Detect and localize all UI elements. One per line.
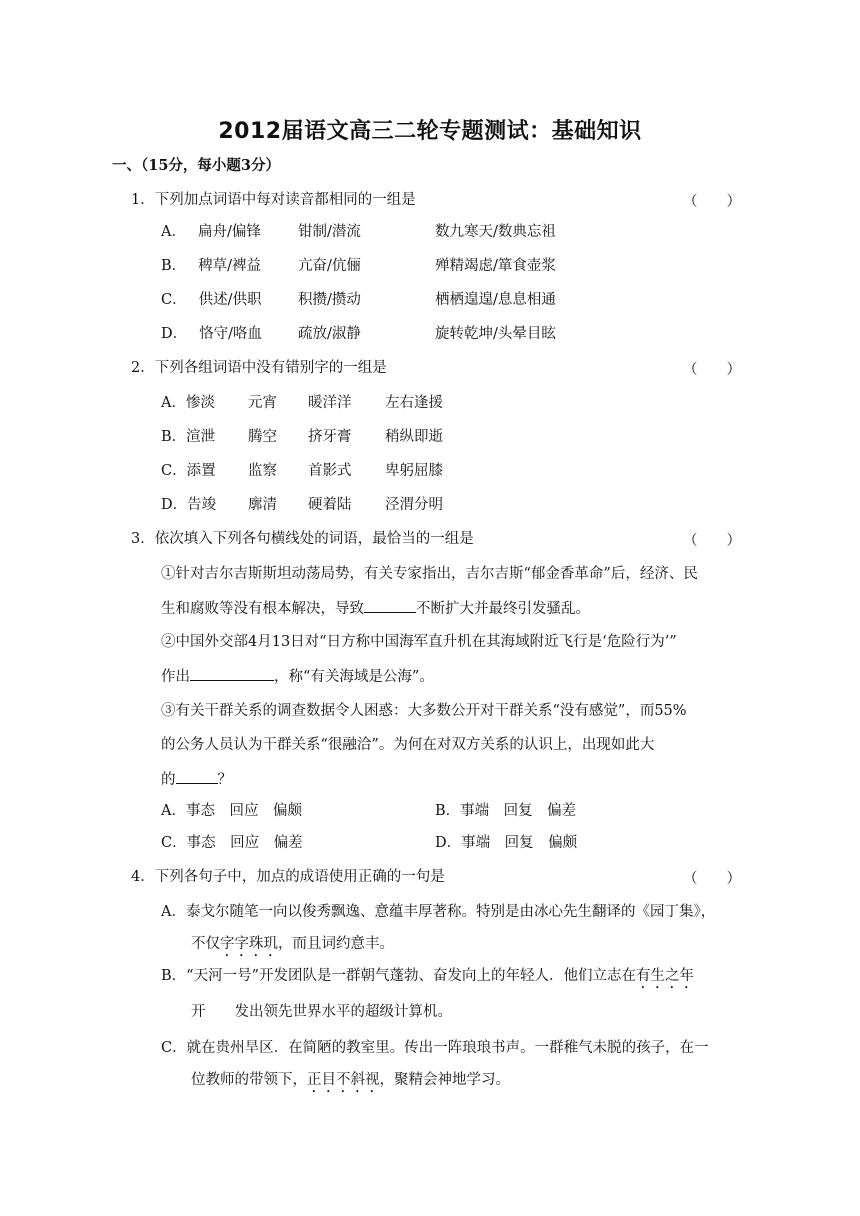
q4-answer-paren: （ ） — [683, 871, 741, 887]
q3-option-d: D．事端 回复 偏颇 — [435, 835, 578, 851]
q4-idiom-c: 正目不斜视 — [307, 1072, 380, 1088]
q3-sentence2-line1: ②中国外交部4月13日对“日方称中国海军直升机在其海域附近飞行是‘危险行为’” — [161, 634, 677, 650]
q2-option-d-w2: 廓清 — [248, 497, 277, 513]
q2-option-d: D．告竣 — [161, 497, 217, 513]
q1-stem: 1．下列加点词语中每对读音都相同的一组是 — [131, 192, 416, 208]
section-heading: 一、（15分，每小题3分） — [112, 157, 281, 174]
q1-option-b: B． 稗草/裨益 — [161, 258, 262, 274]
q1-option-c: C． 供述/供职 — [161, 292, 262, 308]
q3-blank-1[interactable] — [364, 598, 416, 613]
q3-option-c: C．事态 回应 偏差 — [161, 835, 303, 851]
q2-option-c: C．添置 — [161, 463, 216, 479]
q3-blank-2[interactable] — [190, 666, 274, 681]
q1-option-d-pair3: 旋转乾坤/头晕目眩 — [435, 326, 556, 342]
q1-option-a-pair2: 钳制/潜流 — [298, 224, 361, 240]
q2-option-c-w2: 监察 — [248, 463, 277, 479]
q2-option-a: A．惨淡 — [161, 395, 215, 411]
q1-option-a: A． 扁舟/偏锋 — [161, 224, 261, 240]
q3-sentence2-line2: 作出 ，称“有关海域是公海”。 — [161, 666, 434, 687]
q4-option-a-line2: 不仅字字珠玑，而且词约意丰。 — [191, 936, 394, 952]
q4-option-c-line1: C．就在贵州旱区．在简陋的教室里。传出一阵琅琅书声。一群稚气未脱的孩子，在一 — [161, 1040, 709, 1056]
q3-sentence1-line2: 生和腐败等没有根本解决，导致 不断扩大并最终引发骚乱。 — [161, 598, 590, 619]
q3-option-b: B．事端 回复 偏差 — [435, 803, 577, 819]
q1-option-c-pair3: 栖栖遑遑/息息相通 — [435, 292, 556, 308]
q3-option-a: A．事态 回应 偏颇 — [161, 803, 302, 819]
q2-option-a-w2: 元宵 — [248, 395, 277, 411]
q4-idiom-a: 字字珠玑 — [220, 936, 278, 952]
q3-sentence3-line3: 的 ？ — [161, 769, 232, 790]
q3-sentence1-line1: ①针对吉尔吉斯斯坦动荡局势，有关专家指出，吉尔吉斯“郁金香革命”后，经济、民 — [161, 566, 698, 582]
q4-idiom-b: 有生之年 — [635, 968, 694, 984]
q3-sentence3-line1: ③有关干群关系的调查数据令人困惑：大多数公开对干群关系“没有感觉”，而55% — [161, 703, 687, 719]
q2-option-a-w3: 暖洋洋 — [308, 395, 352, 411]
q2-option-c-w3: 首影式 — [308, 463, 352, 479]
q2-option-c-w4: 卑躬屈膝 — [385, 463, 443, 479]
page-title: 2012届语文高三二轮专题测试：基础知识 — [218, 119, 642, 144]
q2-option-d-w4: 泾渭分明 — [385, 497, 443, 513]
q1-answer-paren: （ ） — [683, 194, 741, 210]
q3-stem: 3．依次填入下列各句横线处的词语，最恰当的一组是 — [131, 531, 474, 547]
q4-option-b-line1: B．“天河一号”开发团队是一群朝气蓬勃、奋发向上的年轻人．他们立志在有生之年 — [161, 968, 694, 984]
q2-option-b-w4: 稍纵即逝 — [385, 429, 443, 445]
q2-option-b: B．渲泄 — [161, 429, 216, 445]
q4-stem: 4．下列各句子中，加点的成语使用正确的一句是 — [131, 869, 445, 885]
q2-stem: 2．下列各组词语中没有错别字的一组是 — [131, 360, 387, 376]
q1-option-d-pair2: 疏放/淑静 — [298, 326, 361, 342]
q4-option-b-line2: 开 发出领先世界水平的超级计算机。 — [191, 1004, 452, 1020]
q2-option-b-w2: 腾空 — [248, 429, 277, 445]
q1-option-b-pair2: 亢奋/伉俪 — [298, 258, 361, 274]
q2-answer-paren: （ ） — [683, 362, 741, 378]
q1-option-b-pair3: 殚精竭虑/箪食壶浆 — [435, 258, 556, 274]
q2-option-a-w4: 左右逢援 — [385, 395, 443, 411]
q4-option-c-line2: 位教师的带领下，正目不斜视，聚精会神地学习。 — [191, 1072, 510, 1088]
q2-option-b-w3: 挤牙膏 — [308, 429, 352, 445]
q1-option-c-pair2: 积攒/攒动 — [298, 292, 361, 308]
q3-answer-paren: （ ） — [683, 533, 741, 549]
q2-option-d-w3: 硬着陆 — [308, 497, 352, 513]
q1-option-d: D． 恪守/咯血 — [161, 326, 263, 342]
q3-blank-3[interactable] — [176, 769, 218, 784]
q1-option-a-pair3: 数九寒天/数典忘祖 — [435, 224, 556, 240]
q4-option-a-line1: A．泰戈尔随笔一向以俊秀飘逸、意蕴丰厚著称。特别是由冰心先生翻译的《园丁集》， — [161, 904, 716, 920]
q3-sentence3-line2: 的公务人员认为干群关系“很融洽”。为何在对双方关系的认识上，出现如此大 — [161, 737, 655, 753]
